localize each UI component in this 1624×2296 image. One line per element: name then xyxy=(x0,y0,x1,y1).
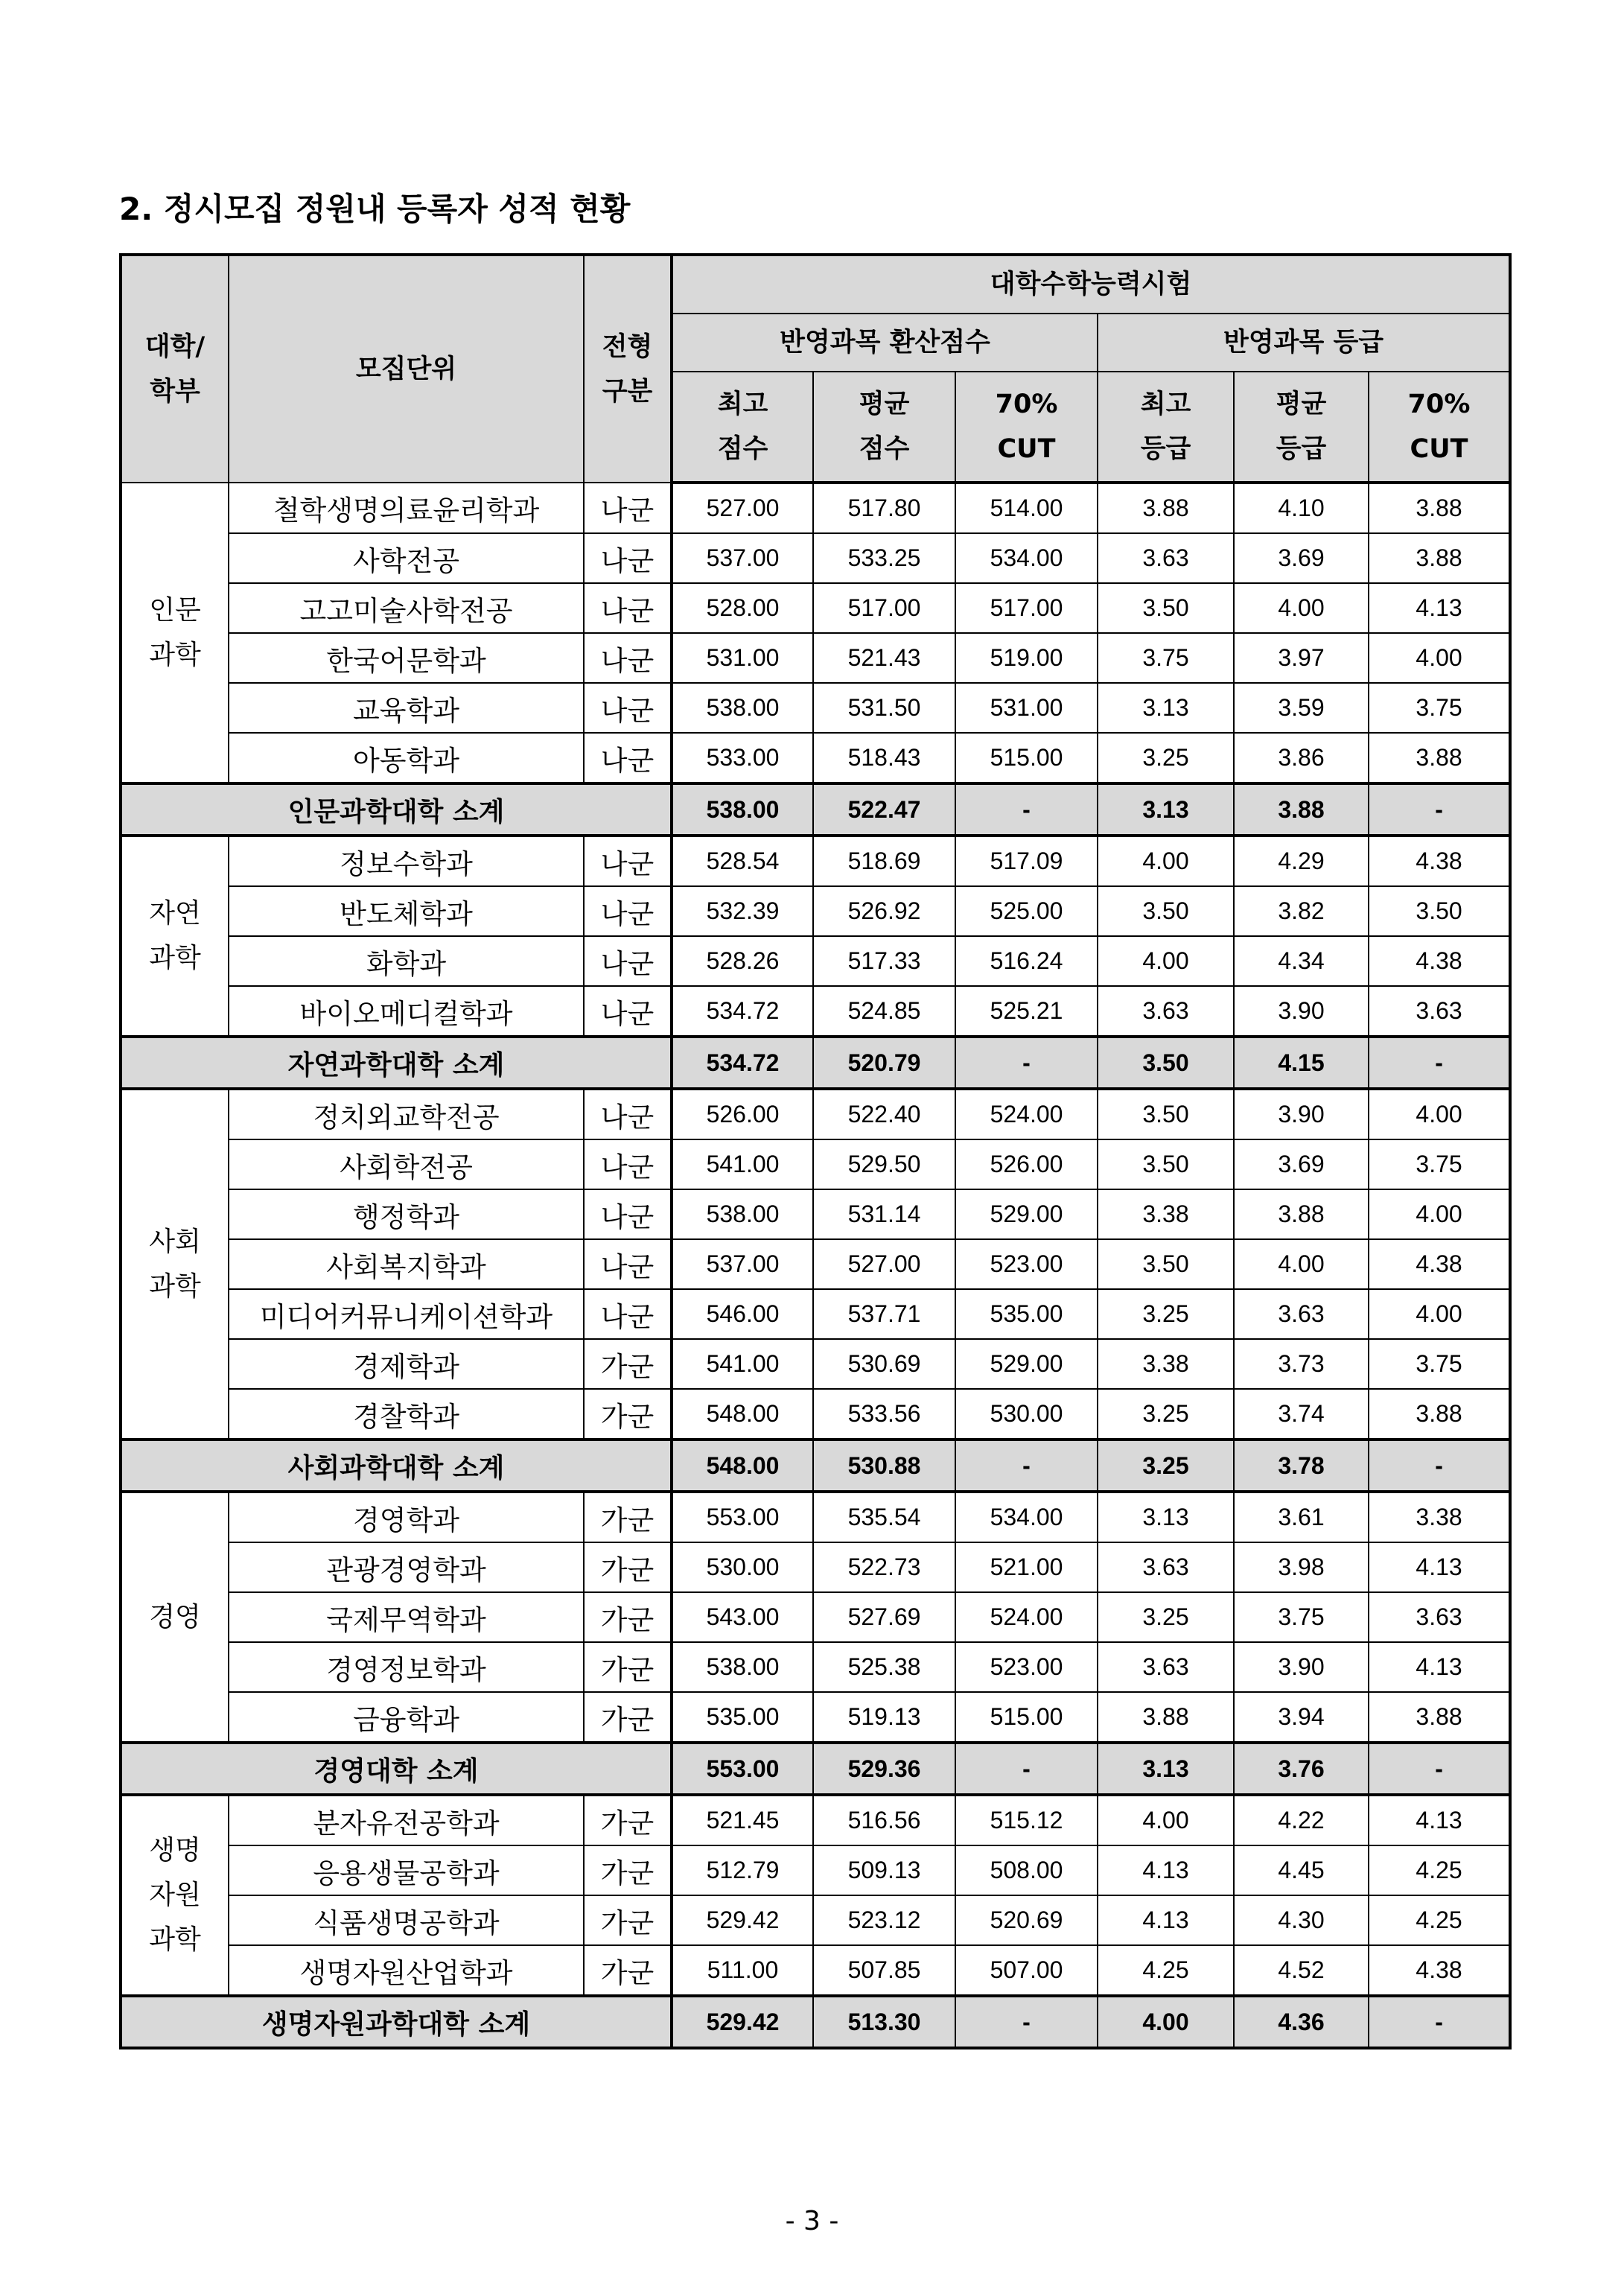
table-row xyxy=(121,583,1510,633)
avg-score-cell: 517.33 xyxy=(813,936,955,986)
max-grade-cell: 3.50 xyxy=(1098,1239,1234,1289)
department-name: 정보수학과 xyxy=(229,836,584,886)
department-name: 고고미술사학전공 xyxy=(229,583,584,633)
cut-grade-cell: 4.13 xyxy=(1369,1542,1510,1592)
department-name: 생명자원산업학과 xyxy=(229,1945,584,1996)
avg-grade-cell: 4.29 xyxy=(1234,836,1369,886)
cut-grade-cell: 4.13 xyxy=(1369,583,1510,633)
subtotal-label: 인문과학대학 소계 xyxy=(121,783,672,836)
admission-group: 나군 xyxy=(584,733,672,783)
avg-grade-cell: 3.88 xyxy=(1234,1189,1369,1239)
cut-grade-cell: 3.63 xyxy=(1369,986,1510,1037)
max-grade-cell: 4.13 xyxy=(1098,1895,1234,1945)
header-college: 대학/ 학부 xyxy=(121,255,229,483)
subtotal-cut-grade-cell: - xyxy=(1369,1037,1510,1089)
avg-score-cell: 507.85 xyxy=(813,1945,955,1996)
cut-grade-cell: 4.38 xyxy=(1369,1239,1510,1289)
department-name: 정치외교학전공 xyxy=(229,1089,584,1139)
max-grade-cell: 3.25 xyxy=(1098,1389,1234,1440)
subtotal-avg-score-cell: 522.47 xyxy=(813,783,955,836)
department-name: 사학전공 xyxy=(229,533,584,583)
subtotal-avg-grade-cell: 4.15 xyxy=(1234,1037,1369,1089)
max-score-cell: 553.00 xyxy=(672,1492,813,1542)
table-body xyxy=(121,483,1510,2048)
avg-grade-cell: 3.73 xyxy=(1234,1339,1369,1389)
department-name: 경찰학과 xyxy=(229,1389,584,1440)
admission-group: 나군 xyxy=(584,683,672,733)
avg-grade-cell: 3.90 xyxy=(1234,1642,1369,1692)
max-score-cell: 534.72 xyxy=(672,986,813,1037)
table-row xyxy=(121,633,1510,683)
max-score-cell: 533.00 xyxy=(672,733,813,783)
header-group: 전형 구분 xyxy=(584,255,672,483)
admission-group: 가군 xyxy=(584,1692,672,1743)
table-row xyxy=(121,1542,1510,1592)
avg-score-cell: 509.13 xyxy=(813,1845,955,1895)
avg-score-cell: 517.00 xyxy=(813,583,955,633)
department-name: 국제무역학과 xyxy=(229,1592,584,1642)
table-row xyxy=(121,733,1510,783)
college-name: 사회 과학 xyxy=(121,1089,229,1440)
admission-group: 나군 xyxy=(584,1089,672,1139)
avg-score-cell: 518.43 xyxy=(813,733,955,783)
admission-group: 가군 xyxy=(584,1339,672,1389)
subtotal-avg-score-cell: 513.30 xyxy=(813,1996,955,2048)
max-score-cell: 530.00 xyxy=(672,1542,813,1592)
admission-group: 나군 xyxy=(584,836,672,886)
avg-score-cell: 527.00 xyxy=(813,1239,955,1289)
department-name: 한국어문학과 xyxy=(229,633,584,683)
cut-grade-cell: 3.38 xyxy=(1369,1492,1510,1542)
avg-grade-cell: 3.98 xyxy=(1234,1542,1369,1592)
avg-grade-cell: 4.34 xyxy=(1234,936,1369,986)
avg-score-cell: 523.12 xyxy=(813,1895,955,1945)
avg-score-cell: 518.69 xyxy=(813,836,955,886)
avg-score-cell: 522.73 xyxy=(813,1542,955,1592)
subtotal-cut-score-cell: - xyxy=(955,1037,1098,1089)
subtotal-cut-grade-cell: - xyxy=(1369,1996,1510,2048)
cut-grade-cell: 4.13 xyxy=(1369,1795,1510,1845)
max-grade-cell: 3.25 xyxy=(1098,733,1234,783)
subtotal-row xyxy=(121,1996,1510,2048)
subtotal-cut-score-cell: - xyxy=(955,1440,1098,1492)
subtotal-avg-grade-cell: 4.36 xyxy=(1234,1996,1369,2048)
cut-score-cell: 521.00 xyxy=(955,1542,1098,1592)
cut-score-cell: 517.09 xyxy=(955,836,1098,886)
max-grade-cell: 3.13 xyxy=(1098,683,1234,733)
max-score-cell: 526.00 xyxy=(672,1089,813,1139)
cut-grade-cell: 4.00 xyxy=(1369,1089,1510,1139)
max-grade-cell: 3.88 xyxy=(1098,1692,1234,1743)
department-name: 아동학과 xyxy=(229,733,584,783)
subtotal-avg-grade-cell: 3.76 xyxy=(1234,1743,1369,1795)
avg-grade-cell: 4.52 xyxy=(1234,1945,1369,1996)
max-grade-cell: 3.75 xyxy=(1098,633,1234,683)
subtotal-label: 사회과학대학 소계 xyxy=(121,1440,672,1492)
max-score-cell: 511.00 xyxy=(672,1945,813,1996)
admission-group: 나군 xyxy=(584,986,672,1037)
avg-score-cell: 525.38 xyxy=(813,1642,955,1692)
header-score-group: 반영과목 환산점수 xyxy=(672,314,1098,372)
avg-grade-cell: 4.45 xyxy=(1234,1845,1369,1895)
avg-grade-cell: 3.97 xyxy=(1234,633,1369,683)
max-grade-cell: 3.38 xyxy=(1098,1189,1234,1239)
cut-score-cell: 523.00 xyxy=(955,1642,1098,1692)
header-cut-grade: 70% CUT xyxy=(1369,372,1510,483)
department-name: 미디어커뮤니케이션학과 xyxy=(229,1289,584,1339)
subtotal-cut-grade-cell: - xyxy=(1369,1440,1510,1492)
avg-grade-cell: 4.10 xyxy=(1234,483,1369,533)
subtotal-row xyxy=(121,1037,1510,1089)
cut-score-cell: 525.00 xyxy=(955,886,1098,936)
max-score-cell: 535.00 xyxy=(672,1692,813,1743)
max-grade-cell: 4.00 xyxy=(1098,836,1234,886)
max-score-cell: 541.00 xyxy=(672,1139,813,1189)
max-score-cell: 528.00 xyxy=(672,583,813,633)
department-name: 사회복지학과 xyxy=(229,1239,584,1289)
table-row xyxy=(121,533,1510,583)
department-name: 반도체학과 xyxy=(229,886,584,936)
subtotal-max-grade-cell: 3.13 xyxy=(1098,1743,1234,1795)
max-score-cell: 546.00 xyxy=(672,1289,813,1339)
avg-score-cell: 517.80 xyxy=(813,483,955,533)
admission-group: 나군 xyxy=(584,633,672,683)
avg-grade-cell: 3.94 xyxy=(1234,1692,1369,1743)
table-row xyxy=(121,886,1510,936)
cut-grade-cell: 3.50 xyxy=(1369,886,1510,936)
cut-grade-cell: 3.88 xyxy=(1369,1692,1510,1743)
avg-score-cell: 531.14 xyxy=(813,1189,955,1239)
subtotal-max-grade-cell: 3.13 xyxy=(1098,783,1234,836)
subtotal-max-grade-cell: 3.50 xyxy=(1098,1037,1234,1089)
avg-grade-cell: 4.22 xyxy=(1234,1795,1369,1845)
department-name: 교육학과 xyxy=(229,683,584,733)
cut-grade-cell: 3.88 xyxy=(1369,733,1510,783)
avg-grade-cell: 3.74 xyxy=(1234,1389,1369,1440)
avg-grade-cell: 3.90 xyxy=(1234,1089,1369,1139)
cut-grade-cell: 4.38 xyxy=(1369,836,1510,886)
max-score-cell: 537.00 xyxy=(672,1239,813,1289)
cut-score-cell: 526.00 xyxy=(955,1139,1098,1189)
admission-group: 나군 xyxy=(584,1139,672,1189)
header-max-score: 최고 점수 xyxy=(672,372,813,483)
cut-score-cell: 507.00 xyxy=(955,1945,1098,1996)
subtotal-avg-score-cell: 520.79 xyxy=(813,1037,955,1089)
cut-grade-cell: 4.38 xyxy=(1369,1945,1510,1996)
department-name: 바이오메디컬학과 xyxy=(229,986,584,1037)
department-name: 경영정보학과 xyxy=(229,1642,584,1692)
avg-score-cell: 533.56 xyxy=(813,1389,955,1440)
avg-grade-cell: 4.00 xyxy=(1234,583,1369,633)
header-csat: 대학수학능력시험 xyxy=(672,255,1510,314)
subtotal-row xyxy=(121,1440,1510,1492)
table-row xyxy=(121,1239,1510,1289)
table-row xyxy=(121,1492,1510,1542)
subtotal-avg-grade-cell: 3.88 xyxy=(1234,783,1369,836)
subtotal-label: 경영대학 소계 xyxy=(121,1743,672,1795)
avg-score-cell: 529.50 xyxy=(813,1139,955,1189)
cut-grade-cell: 4.13 xyxy=(1369,1642,1510,1692)
subtotal-max-score-cell: 553.00 xyxy=(672,1743,813,1795)
department-name: 경제학과 xyxy=(229,1339,584,1389)
table-row xyxy=(121,483,1510,533)
page-number: - 3 - xyxy=(785,2206,839,2236)
cut-score-cell: 519.00 xyxy=(955,633,1098,683)
header-avg-grade: 평균 등급 xyxy=(1234,372,1369,483)
max-score-cell: 512.79 xyxy=(672,1845,813,1895)
admission-group: 나군 xyxy=(584,936,672,986)
avg-grade-cell: 3.82 xyxy=(1234,886,1369,936)
table-row xyxy=(121,1795,1510,1845)
cut-grade-cell: 3.88 xyxy=(1369,483,1510,533)
cut-score-cell: 529.00 xyxy=(955,1189,1098,1239)
cut-grade-cell: 4.25 xyxy=(1369,1895,1510,1945)
subtotal-label: 생명자원과학대학 소계 xyxy=(121,1996,672,2048)
header-avg-score: 평균 점수 xyxy=(813,372,955,483)
cut-score-cell: 531.00 xyxy=(955,683,1098,733)
max-grade-cell: 3.63 xyxy=(1098,986,1234,1037)
header-cut-score: 70% CUT xyxy=(955,372,1098,483)
table-row xyxy=(121,1642,1510,1692)
avg-grade-cell: 3.59 xyxy=(1234,683,1369,733)
subtotal-avg-grade-cell: 3.78 xyxy=(1234,1440,1369,1492)
cut-grade-cell: 3.88 xyxy=(1369,533,1510,583)
max-grade-cell: 3.50 xyxy=(1098,1139,1234,1189)
table-row xyxy=(121,1945,1510,1996)
max-grade-cell: 3.63 xyxy=(1098,1642,1234,1692)
max-grade-cell: 3.38 xyxy=(1098,1339,1234,1389)
college-name: 생명 자원 과학 xyxy=(121,1795,229,1996)
admission-group: 가군 xyxy=(584,1795,672,1845)
max-grade-cell: 3.63 xyxy=(1098,1542,1234,1592)
cut-score-cell: 515.00 xyxy=(955,1692,1098,1743)
max-grade-cell: 4.00 xyxy=(1098,1795,1234,1845)
max-grade-cell: 3.50 xyxy=(1098,583,1234,633)
table-row xyxy=(121,1692,1510,1743)
avg-grade-cell: 3.75 xyxy=(1234,1592,1369,1642)
max-score-cell: 521.45 xyxy=(672,1795,813,1845)
table-row xyxy=(121,1389,1510,1440)
admission-group: 나군 xyxy=(584,583,672,633)
header-max-grade: 최고 등급 xyxy=(1098,372,1234,483)
table-row xyxy=(121,836,1510,886)
avg-grade-cell: 4.00 xyxy=(1234,1239,1369,1289)
subtotal-max-score-cell: 538.00 xyxy=(672,783,813,836)
admission-score-table xyxy=(119,253,1512,2049)
table-row xyxy=(121,1289,1510,1339)
cut-score-cell: 520.69 xyxy=(955,1895,1098,1945)
avg-grade-cell: 3.90 xyxy=(1234,986,1369,1037)
admission-group: 가군 xyxy=(584,1592,672,1642)
cut-score-cell: 535.00 xyxy=(955,1289,1098,1339)
document-title: 2. 정시모집 정원내 등록자 성적 현황 xyxy=(119,191,631,227)
table-row xyxy=(121,1845,1510,1895)
admission-group: 나군 xyxy=(584,483,672,533)
cut-grade-cell: 4.38 xyxy=(1369,936,1510,986)
max-grade-cell: 3.13 xyxy=(1098,1492,1234,1542)
college-name: 인문 과학 xyxy=(121,483,229,783)
department-name: 철학생명의료윤리학과 xyxy=(229,483,584,533)
cut-score-cell: 525.21 xyxy=(955,986,1098,1037)
cut-grade-cell: 4.00 xyxy=(1369,1289,1510,1339)
avg-score-cell: 521.43 xyxy=(813,633,955,683)
department-name: 관광경영학과 xyxy=(229,1542,584,1592)
table-row xyxy=(121,1592,1510,1642)
admission-group: 나군 xyxy=(584,886,672,936)
cut-score-cell: 516.24 xyxy=(955,936,1098,986)
admission-group: 나군 xyxy=(584,1239,672,1289)
subtotal-max-score-cell: 534.72 xyxy=(672,1037,813,1089)
avg-score-cell: 533.25 xyxy=(813,533,955,583)
avg-grade-cell: 3.63 xyxy=(1234,1289,1369,1339)
table-row xyxy=(121,1189,1510,1239)
cut-score-cell: 534.00 xyxy=(955,533,1098,583)
cut-score-cell: 524.00 xyxy=(955,1089,1098,1139)
avg-score-cell: 516.56 xyxy=(813,1795,955,1845)
max-score-cell: 543.00 xyxy=(672,1592,813,1642)
avg-grade-cell: 3.69 xyxy=(1234,1139,1369,1189)
avg-score-cell: 531.50 xyxy=(813,683,955,733)
max-grade-cell: 3.88 xyxy=(1098,483,1234,533)
table-row xyxy=(121,1089,1510,1139)
avg-score-cell: 527.69 xyxy=(813,1592,955,1642)
avg-grade-cell: 3.69 xyxy=(1234,533,1369,583)
admission-group: 나군 xyxy=(584,1289,672,1339)
cut-score-cell: 517.00 xyxy=(955,583,1098,633)
department-name: 화학과 xyxy=(229,936,584,986)
avg-score-cell: 530.69 xyxy=(813,1339,955,1389)
max-score-cell: 538.00 xyxy=(672,1642,813,1692)
max-score-cell: 548.00 xyxy=(672,1389,813,1440)
max-score-cell: 538.00 xyxy=(672,683,813,733)
admission-group: 가군 xyxy=(584,1845,672,1895)
max-grade-cell: 4.25 xyxy=(1098,1945,1234,1996)
subtotal-row xyxy=(121,1743,1510,1795)
cut-grade-cell: 3.88 xyxy=(1369,1389,1510,1440)
cut-score-cell: 515.00 xyxy=(955,733,1098,783)
subtotal-max-score-cell: 548.00 xyxy=(672,1440,813,1492)
cut-grade-cell: 3.75 xyxy=(1369,1139,1510,1189)
admission-group: 나군 xyxy=(584,533,672,583)
max-score-cell: 538.00 xyxy=(672,1189,813,1239)
max-score-cell: 528.54 xyxy=(672,836,813,886)
cut-score-cell: 508.00 xyxy=(955,1845,1098,1895)
cut-grade-cell: 3.75 xyxy=(1369,1339,1510,1389)
subtotal-avg-score-cell: 529.36 xyxy=(813,1743,955,1795)
subtotal-avg-score-cell: 530.88 xyxy=(813,1440,955,1492)
avg-score-cell: 537.71 xyxy=(813,1289,955,1339)
max-score-cell: 527.00 xyxy=(672,483,813,533)
max-grade-cell: 3.63 xyxy=(1098,533,1234,583)
table-row xyxy=(121,683,1510,733)
avg-score-cell: 522.40 xyxy=(813,1089,955,1139)
table-row xyxy=(121,1339,1510,1389)
max-score-cell: 537.00 xyxy=(672,533,813,583)
department-name: 행정학과 xyxy=(229,1189,584,1239)
subtotal-row xyxy=(121,783,1510,836)
subtotal-cut-grade-cell: - xyxy=(1369,1743,1510,1795)
subtotal-cut-score-cell: - xyxy=(955,1996,1098,2048)
max-score-cell: 541.00 xyxy=(672,1339,813,1389)
table-row xyxy=(121,986,1510,1037)
table-row xyxy=(121,1895,1510,1945)
department-name: 사회학전공 xyxy=(229,1139,584,1189)
header-unit: 모집단위 xyxy=(229,255,584,483)
max-grade-cell: 3.50 xyxy=(1098,886,1234,936)
max-grade-cell: 3.50 xyxy=(1098,1089,1234,1139)
max-score-cell: 528.26 xyxy=(672,936,813,986)
admission-group: 나군 xyxy=(584,1189,672,1239)
subtotal-max-score-cell: 529.42 xyxy=(672,1996,813,2048)
max-score-cell: 532.39 xyxy=(672,886,813,936)
avg-score-cell: 535.54 xyxy=(813,1492,955,1542)
department-name: 응용생물공학과 xyxy=(229,1845,584,1895)
admission-group: 가군 xyxy=(584,1389,672,1440)
max-score-cell: 531.00 xyxy=(672,633,813,683)
department-name: 식품생명공학과 xyxy=(229,1895,584,1945)
max-score-cell: 529.42 xyxy=(672,1895,813,1945)
cut-grade-cell: 4.25 xyxy=(1369,1845,1510,1895)
cut-score-cell: 515.12 xyxy=(955,1795,1098,1845)
table-row xyxy=(121,936,1510,986)
subtotal-max-grade-cell: 4.00 xyxy=(1098,1996,1234,2048)
department-name: 금융학과 xyxy=(229,1692,584,1743)
subtotal-max-grade-cell: 3.25 xyxy=(1098,1440,1234,1492)
cut-score-cell: 514.00 xyxy=(955,483,1098,533)
avg-score-cell: 524.85 xyxy=(813,986,955,1037)
subtotal-cut-score-cell: - xyxy=(955,1743,1098,1795)
admission-group: 가군 xyxy=(584,1642,672,1692)
avg-score-cell: 519.13 xyxy=(813,1692,955,1743)
admission-group: 가군 xyxy=(584,1945,672,1996)
avg-grade-cell: 3.86 xyxy=(1234,733,1369,783)
college-name: 자연 과학 xyxy=(121,836,229,1037)
avg-score-cell: 526.92 xyxy=(813,886,955,936)
college-name: 경영 xyxy=(121,1492,229,1743)
max-grade-cell: 3.25 xyxy=(1098,1592,1234,1642)
cut-score-cell: 530.00 xyxy=(955,1389,1098,1440)
cut-grade-cell: 4.00 xyxy=(1369,633,1510,683)
max-grade-cell: 3.25 xyxy=(1098,1289,1234,1339)
table-row xyxy=(121,1139,1510,1189)
department-name: 경영학과 xyxy=(229,1492,584,1542)
admission-group: 가군 xyxy=(584,1492,672,1542)
admission-group: 가군 xyxy=(584,1895,672,1945)
subtotal-cut-score-cell: - xyxy=(955,783,1098,836)
subtotal-cut-grade-cell: - xyxy=(1369,783,1510,836)
cut-score-cell: 529.00 xyxy=(955,1339,1098,1389)
department-name: 분자유전공학과 xyxy=(229,1795,584,1845)
cut-grade-cell: 3.75 xyxy=(1369,683,1510,733)
cut-score-cell: 523.00 xyxy=(955,1239,1098,1289)
cut-score-cell: 534.00 xyxy=(955,1492,1098,1542)
admission-group: 가군 xyxy=(584,1542,672,1592)
avg-grade-cell: 4.30 xyxy=(1234,1895,1369,1945)
cut-grade-cell: 3.63 xyxy=(1369,1592,1510,1642)
max-grade-cell: 4.13 xyxy=(1098,1845,1234,1895)
cut-score-cell: 524.00 xyxy=(955,1592,1098,1642)
header-grade-group: 반영과목 등급 xyxy=(1098,314,1510,372)
subtotal-label: 자연과학대학 소계 xyxy=(121,1037,672,1089)
max-grade-cell: 4.00 xyxy=(1098,936,1234,986)
cut-grade-cell: 4.00 xyxy=(1369,1189,1510,1239)
avg-grade-cell: 3.61 xyxy=(1234,1492,1369,1542)
